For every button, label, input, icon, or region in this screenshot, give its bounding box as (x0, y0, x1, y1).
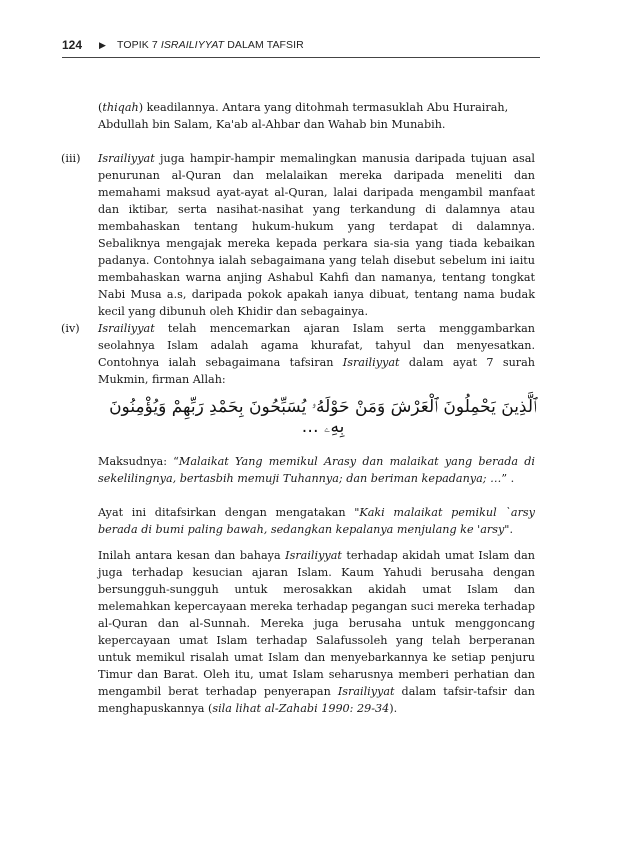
intro-line1: ) keadilannya. Antara yang ditohmah termasuklah Abu Hurairah, (138, 101, 509, 114)
tafsir-end: ". (504, 523, 513, 536)
item-iv-text-b: dalam ayat 7 surah Mukmin, firman Allah: (98, 356, 535, 386)
maksud-end: ” . (501, 472, 515, 485)
topic-title (117, 39, 304, 51)
running-header (62, 38, 540, 54)
citation: sila lihat al-Zahabi 1990: 29-34 (212, 702, 390, 715)
item-iii-paragraph (98, 150, 535, 320)
conclusion-text-c: dalam tafsir-tafsir dan menghapuskannya ( (98, 685, 536, 715)
conclusion-end: ). (389, 702, 398, 715)
thiqah-term: thiqah (102, 101, 139, 114)
item-iv-term: Israiliyyat (98, 322, 155, 335)
intro-line2: Abdullah bin Salam, Ka'ab al-Ahbar dan Wahab bin Munabih. (98, 118, 446, 131)
item-iii-label: (iii) (61, 152, 81, 165)
topic-italic: ISRAILIYYAT (160, 39, 225, 51)
conclusion-text-b: terhadap akidah umat Islam dan juga terhadap kesucian ajaran Islam. Kaum Yahudi berusaha dengan bersungguh-sungguh untuk merosakkan akidah umat Islam dan melemahkan kepercayaan mereka terhadap pegangan suci mereka terhadap al-Quran dan al-Sunnah. Mereka juga berusaha untuk menggoncang kepercayaan umat Islam terhadap Salafussoleh yang telah berperanan untuk memikul risalah umat Islam dan menyebarkannya ke setiap penjuru Timur dan Barat. Oleh itu, umat Islam seharusnya memberi perhatian dan mengambil berat terhadap penyerapan (98, 549, 535, 698)
intro-paragraph: (thiqah) keadilannya. Antara yang ditohmah termasuklah Abu Hurairah, Abdullah bin Salam, Ka'ab al-Ahbar dan Wahab bin Munabih. (98, 101, 509, 131)
conclusion-term2: Israiliyyat (337, 685, 395, 698)
topic-prefix: TOPIK 7 (117, 39, 158, 51)
page-number: 124 (62, 38, 83, 52)
conclusion-term: Israiliyyat (285, 549, 342, 562)
item-iv-term2: Israiliyyat (342, 356, 400, 369)
conclusion-paragraph (98, 547, 535, 717)
topic-suffix: DALAM TAFSIR (227, 39, 304, 51)
item-iv-paragraph (98, 320, 535, 388)
maksud-label: Maksudnya: “ (98, 455, 179, 468)
conclusion-text-a: Inilah antara kesan dan bahaya (98, 549, 286, 562)
tafsir-text: Ayat ini ditafsirkan dengan mengatakan " (98, 506, 360, 519)
maksud-italic: Malaikat Yang memikul Arasy dan malaikat yang berada di sekelilingnya, bertasbih memuji Tuhannya; dan beriman kepadanya; … (98, 455, 535, 485)
item-iii-term: Israiliyyat (98, 152, 155, 165)
arabic-verse: ٱلَّذِينَ يَحْمِلُونَ ٱلْعَرْشَ وَمَنْ حَوْلَهُۥ يُسَبِّحُونَ بِحَمْدِ رَبِّهِمْ وَيُؤْمِنُونَ بِهِۦ … (109, 397, 537, 437)
maksud-paragraph (98, 453, 535, 487)
item-iv-text-a: telah mencemarkan ajaran Islam serta menggambarkan seolahnya Islam adalah agama khurafat, tahyul dan menyesatkan. Contohnya ialah sebagaimana tafsiran (98, 322, 535, 369)
item-iv-label: (iv) (61, 322, 80, 335)
tafsir-paragraph (98, 504, 535, 538)
triangle-arrow-icon: ▶ (99, 40, 106, 50)
header-rule (62, 57, 540, 58)
item-iii-text: juga hampir-hampir memalingkan manusia daripada tujuan asal penurunan al-Quran dan melalaikan mereka daripada meneliti dan memahami maksud ayat-ayat al-Quran, lalai daripada mengambil manfaat dan iktibar, serta nasihat-nasihat yang terkandung di dalamnya atau membahaskan tentang hukum-hukum yang terdapat di dalamnya. Sebaliknya mengajak mereka kepada perkara sia-sia yang tiada kebaikan padanya. Contohnya ialah sebagaimana yang telah disebut sebelum ini iaitu membahaskan warna anjing Ashabul Kahfi dan namanya, tentang tongkat Nabi Musa a.s, daripada pokok apakah ianya dibuat, tentang nama budak kecil yang dibunuh oleh Khidir dan sebagainya. (98, 152, 535, 318)
tafsir-italic: Kaki malaikat pemikul `arsy berada di bumi paling bawah, sedangkan kepalanya menjulang ke 'arsy (98, 506, 535, 536)
